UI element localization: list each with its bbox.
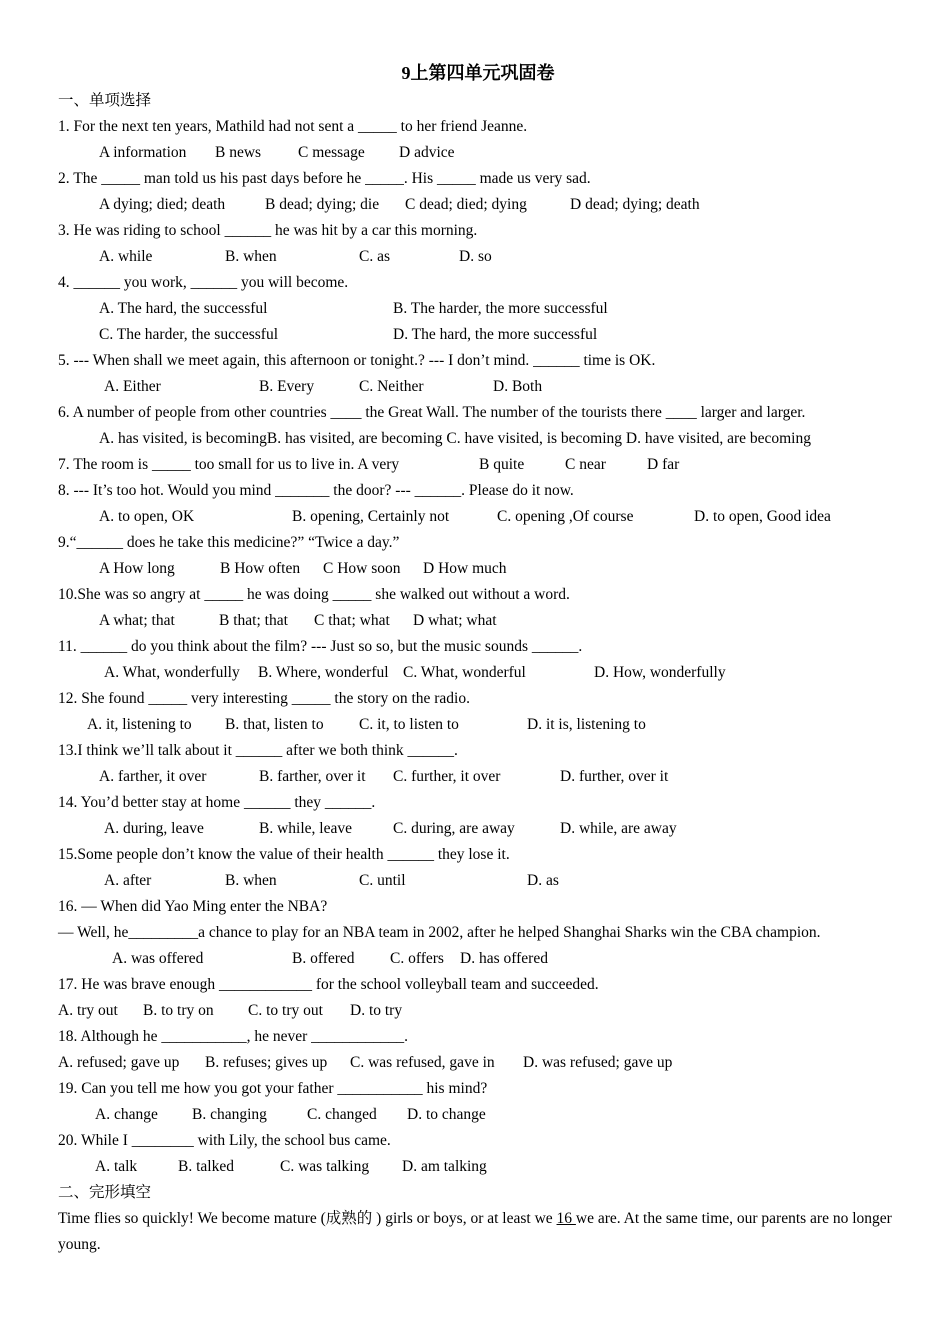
- option: C. offers: [390, 950, 444, 967]
- question-9: 9.“______ does he take this medicine?” “Twice a day.”: [58, 534, 400, 551]
- options-10: [58, 608, 898, 634]
- option: A. The hard, the successful: [99, 300, 268, 317]
- option: D. The hard, the more successful: [393, 326, 598, 343]
- option: B. that, listen to: [225, 716, 324, 733]
- question-14: 14. You’d better stay at home ______ they ______.: [58, 794, 376, 811]
- option: A. it, listening to: [87, 716, 192, 733]
- option: A. What, wonderfully: [104, 664, 240, 681]
- section-heading-cloze: 二、完形填空: [58, 1184, 152, 1201]
- option: B. when: [225, 248, 277, 265]
- option: C. was refused, gave in: [350, 1054, 495, 1071]
- document-page: [58, 58, 898, 1258]
- option: B dead; dying; die: [265, 196, 380, 213]
- question-16: 16. — When did Yao Ming enter the NBA?: [58, 898, 328, 915]
- option: D How much: [423, 560, 507, 577]
- question-3: 3. He was riding to school ______ he was hit by a car this morning.: [58, 222, 478, 239]
- question-13: 13.I think we’ll talk about it ______ after we both think ______.: [58, 742, 458, 759]
- option: D. to change: [407, 1106, 486, 1123]
- option: B. Every: [259, 378, 315, 395]
- question-11: 11. ______ do you think about the film? --- Just so so, but the music sounds ______.: [58, 638, 583, 655]
- option: B. changing: [192, 1106, 267, 1123]
- options-9: [58, 556, 898, 582]
- option: D far: [647, 456, 680, 473]
- option: D advice: [399, 144, 455, 161]
- passage-text: we are. At the same time, our parents are no longer young.: [58, 1210, 892, 1253]
- options-14: [58, 816, 898, 842]
- option: C. further, it over: [393, 768, 501, 785]
- option: A. change: [95, 1106, 158, 1123]
- blank-16: 16: [556, 1210, 576, 1227]
- question-5: 5. --- When shall we meet again, this afternoon or tonight.? --- I don’t mind. ______ time is OK.: [58, 352, 656, 369]
- option: D dead; dying; death: [570, 196, 700, 213]
- options-6: [58, 426, 898, 452]
- option: A. talk: [95, 1158, 138, 1175]
- option: B quite: [479, 456, 525, 473]
- option: A information: [99, 144, 187, 161]
- option: B. refuses; gives up: [205, 1054, 328, 1071]
- question-16-continued: — Well, he_________a chance to play for an NBA team in 2002, after he helped Shanghai Sharks win the CBA champion.: [58, 924, 821, 941]
- option: A. was offered: [112, 950, 204, 967]
- option: B. talked: [178, 1158, 234, 1175]
- question-15: 15.Some people don’t know the value of their health ______ they lose it.: [58, 846, 510, 863]
- options-12: [58, 712, 898, 738]
- options-11: [58, 660, 898, 686]
- option: D. was refused; gave up: [523, 1054, 673, 1071]
- options-1: [58, 140, 898, 166]
- option: B. when: [225, 872, 277, 889]
- question-8: 8. --- It’s too hot. Would you mind _______ the door? --- ______. Please do it now.: [58, 482, 574, 499]
- options-3: [58, 244, 898, 270]
- question-20: 20. While I ________ with Lily, the school bus came.: [58, 1132, 391, 1149]
- option: C. The harder, the successful: [99, 326, 279, 343]
- question-4: 4. ______ you work, ______ you will become.: [58, 274, 349, 291]
- option: C near: [565, 456, 606, 473]
- question-17: 17. He was brave enough ____________ for the school volleyball team and succeeded.: [58, 976, 599, 993]
- options-20: [58, 1154, 898, 1180]
- option: D. while, are away: [560, 820, 677, 837]
- option: D. it is, listening to: [527, 716, 646, 733]
- option: B. to try on: [143, 1002, 214, 1019]
- option: B. The harder, the more successful: [393, 300, 608, 317]
- option: B How often: [220, 560, 301, 577]
- option: C. as: [359, 248, 390, 265]
- option: B. Where, wonderful: [258, 664, 389, 681]
- question-6: 6. A number of people from other countries ____ the Great Wall. The number of the tourists there ____ larger and larger.: [58, 404, 806, 421]
- option: D. to open, Good idea: [694, 508, 831, 525]
- option: D. so: [459, 248, 492, 265]
- option: C. Neither: [359, 378, 424, 395]
- option: D. to try: [350, 1002, 403, 1019]
- option: D. has offered: [460, 950, 548, 967]
- options-4a: [58, 296, 898, 322]
- option: A. has visited, is becomingB. has visited, are becoming C. have visited, is becoming D. have visited, are becoming: [99, 430, 811, 447]
- cloze-passage: [58, 1206, 898, 1258]
- question-18: 18. Although he ___________, he never ____________.: [58, 1028, 409, 1045]
- option: C message: [298, 144, 365, 161]
- option: C. it, to listen to: [359, 716, 459, 733]
- option: C that; what: [314, 612, 390, 629]
- options-16: [58, 946, 898, 972]
- option: C. What, wonderful: [403, 664, 526, 681]
- option: A How long: [99, 560, 175, 577]
- option: C. was talking: [280, 1158, 370, 1175]
- options-17: [58, 998, 898, 1024]
- option: B. offered: [292, 950, 355, 967]
- option: A what; that: [99, 612, 175, 629]
- page-title: 9上第四单元巩固卷: [401, 63, 555, 83]
- option: C. to try out: [248, 1002, 323, 1019]
- option: D. as: [527, 872, 559, 889]
- option: A. refused; gave up: [58, 1054, 180, 1071]
- options-15: [58, 868, 898, 894]
- passage-text: Time flies so quickly! We become mature (成熟的 ) girls or boys, or at least we: [58, 1210, 557, 1227]
- options-5: [58, 374, 898, 400]
- option: C. changed: [307, 1106, 377, 1123]
- question-7: [58, 452, 898, 478]
- option: B news: [215, 144, 262, 161]
- option: A. try out: [58, 1002, 118, 1019]
- option: D. Both: [493, 378, 543, 395]
- option: B. while, leave: [259, 820, 352, 837]
- section-heading-choice: 一、单项选择: [58, 92, 152, 109]
- option: A. after: [104, 872, 152, 889]
- option: B that; that: [219, 612, 288, 629]
- option: D. further, over it: [560, 768, 669, 785]
- option: A. to open, OK: [99, 508, 195, 525]
- options-18: [58, 1050, 898, 1076]
- options-2: [58, 192, 898, 218]
- question-1: 1. For the next ten years, Mathild had not sent a _____ to her friend Jeanne.: [58, 118, 528, 135]
- option: C. until: [359, 872, 406, 889]
- option: D what; what: [413, 612, 497, 629]
- question-7-text: 7. The room is _____ too small for us to live in. A very: [58, 456, 400, 473]
- option: A. Either: [104, 378, 161, 395]
- option: C. opening ,Of course: [497, 508, 634, 525]
- option: A. while: [99, 248, 153, 265]
- options-8: [58, 504, 898, 530]
- option: C dead; died; dying: [405, 196, 527, 213]
- question-10: 10.She was so angry at _____ he was doing _____ she walked out without a word.: [58, 586, 570, 603]
- option: C How soon: [323, 560, 401, 577]
- option: C. during, are away: [393, 820, 515, 837]
- option: A dying; died; death: [99, 196, 226, 213]
- option: B. opening, Certainly not: [292, 508, 450, 525]
- option: A. during, leave: [104, 820, 204, 837]
- option: D. am talking: [402, 1158, 487, 1175]
- option: D. How, wonderfully: [594, 664, 726, 681]
- question-12: 12. She found _____ very interesting _____ the story on the radio.: [58, 690, 470, 707]
- options-4b: [58, 322, 898, 348]
- options-13: [58, 764, 898, 790]
- question-2: 2. The _____ man told us his past days before he _____. His _____ made us very sad.: [58, 170, 591, 187]
- option: A. farther, it over: [99, 768, 207, 785]
- option: B. farther, over it: [259, 768, 366, 785]
- question-19: 19. Can you tell me how you got your father ___________ his mind?: [58, 1080, 488, 1097]
- options-19: [58, 1102, 898, 1128]
